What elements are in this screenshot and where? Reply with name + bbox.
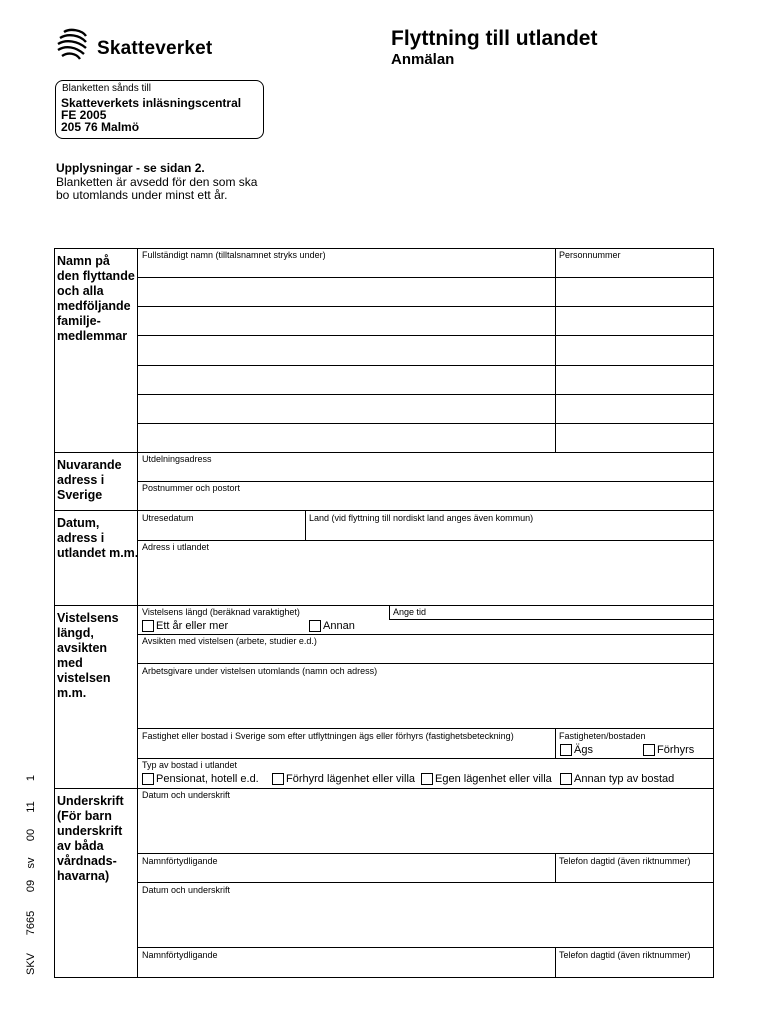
grid-line — [137, 634, 714, 635]
section-title-line: medlemmar — [57, 329, 128, 343]
country-field[interactable] — [306, 524, 712, 539]
option-owned-checkbox[interactable] — [560, 744, 572, 756]
personnummer-field-7[interactable] — [556, 424, 712, 451]
housing-option-hotel-label: Pensionat, hotell e.d. — [156, 773, 259, 785]
specify-time-field[interactable] — [390, 620, 712, 633]
section-title-line: Namn på — [57, 254, 110, 268]
postcode-label: Postnummer och postort — [142, 483, 241, 493]
date-signature-label-1: Datum och underskrift — [142, 790, 231, 800]
section-title-names — [57, 254, 135, 344]
page-subtitle: Anmälan — [391, 51, 455, 68]
section-title-line: m.m. — [57, 686, 87, 700]
section-title-line: Datum, — [57, 516, 100, 530]
name-clarification-label-1: Namnförtydligande — [142, 856, 218, 866]
housing-option-rented-checkbox[interactable] — [272, 773, 284, 785]
send-to-line3: 205 76 Malmö — [61, 120, 140, 134]
personnummer-field-5[interactable] — [556, 366, 712, 393]
form-code-part: 09 — [25, 879, 37, 893]
property-status-label: Fastigheten/bostaden — [559, 731, 646, 741]
grid-line — [54, 510, 714, 511]
send-to-name: Skatteverkets inläsningscentral — [61, 96, 242, 110]
personnummer-field-3[interactable] — [556, 307, 712, 334]
foreign-address-label: Adress i utlandet — [142, 542, 210, 552]
section-title-line: Nuvarande — [57, 458, 122, 472]
departure-date-field[interactable] — [138, 524, 304, 539]
section-title-current-address — [57, 458, 122, 503]
section-title-stay — [57, 611, 119, 701]
grid-line — [54, 248, 55, 977]
page-title: Flyttning till utlandet — [391, 27, 598, 50]
country-label: Land (vid flyttning till nordiskt land anges även kommun) — [309, 513, 534, 523]
delivery-address-label: Utdelningsadress — [142, 454, 212, 464]
purpose-field[interactable] — [138, 647, 712, 662]
phone-field-1[interactable] — [556, 867, 712, 881]
grid-line — [713, 248, 714, 977]
section-title-date-abroad — [57, 516, 138, 561]
option-rented-label: Förhyrs — [657, 744, 695, 756]
form-code-part: sv — [25, 857, 37, 869]
skatteverket-logo-icon — [52, 28, 92, 62]
purpose-label: Avsikten med vistelsen (arbete, studier e.d.) — [142, 636, 317, 646]
personnummer-field-6[interactable] — [556, 395, 712, 422]
option-rented-checkbox[interactable] — [643, 744, 655, 756]
grid-line — [137, 758, 714, 759]
specify-time-label: Ange tid — [393, 607, 427, 617]
section-title-line: längd, — [57, 626, 94, 640]
housing-option-own-checkbox[interactable] — [421, 773, 433, 785]
phone-label-2: Telefon dagtid (även riktnummer) — [559, 950, 691, 960]
grid-line — [137, 540, 714, 541]
section-title-line: vistelsen — [57, 671, 111, 685]
full-name-label: Fullständigt namn (tilltalsnamnet stryks under) — [142, 250, 326, 260]
employer-label: Arbetsgivare under vistelsen utomlands (namn och adress) — [142, 666, 378, 676]
section-title-line: adress i — [57, 531, 105, 545]
section-title-line: utlandet m.m. — [57, 546, 139, 560]
section-title-line: adress i — [57, 473, 105, 487]
departure-date-label: Utresedatum — [142, 513, 194, 523]
section-title-line: med — [57, 656, 83, 670]
option-owned-label: Ägs — [574, 744, 593, 756]
section-title-line: Underskrift — [57, 794, 124, 808]
full-name-field-5[interactable] — [138, 366, 554, 393]
property-field[interactable] — [138, 742, 554, 757]
full-name-field-2[interactable] — [138, 278, 554, 305]
section-title-line: underskrift — [57, 824, 123, 838]
section-title-line: Sverige — [57, 488, 103, 502]
housing-type-label: Typ av bostad i utlandet — [142, 760, 238, 770]
grid-line — [389, 605, 390, 619]
grid-line — [54, 248, 714, 249]
section-title-line: avsikten — [57, 641, 108, 655]
name-clarification-label-2: Namnförtydligande — [142, 950, 218, 960]
personnummer-label: Personnummer — [559, 250, 621, 260]
postcode-field[interactable] — [138, 494, 712, 509]
grid-line — [137, 481, 714, 482]
form-code-part: 1 — [25, 774, 37, 782]
info-line-1: Blanketten är avsedd för den som ska — [56, 175, 258, 189]
grid-line — [137, 663, 714, 664]
grid-line — [54, 452, 714, 453]
grid-line — [54, 977, 714, 978]
section-title-line: (För barn — [57, 809, 112, 823]
stay-length-label: Vistelsens längd (beräknad varaktighet) — [142, 607, 300, 617]
section-title-line: medföljande — [57, 299, 131, 313]
housing-option-other-label: Annan typ av bostad — [574, 773, 675, 785]
grid-line — [54, 788, 714, 789]
date-signature-field-1[interactable] — [138, 801, 712, 852]
full-name-field-4[interactable] — [138, 336, 554, 364]
grid-line — [137, 882, 714, 883]
section-title-signature — [57, 794, 124, 884]
housing-option-other-checkbox[interactable] — [560, 773, 572, 785]
property-label: Fastighet eller bostad i Sverige som efter utflyttningen ägs eller förhyrs (fastighetsbeteckning) — [142, 731, 514, 741]
housing-option-hotel-checkbox[interactable] — [142, 773, 154, 785]
section-title-line: av båda — [57, 839, 104, 853]
phone-label-1: Telefon dagtid (även riktnummer) — [559, 856, 691, 866]
full-name-field-6[interactable] — [138, 395, 554, 422]
send-to-line2: FE 2005 — [61, 108, 107, 122]
delivery-address-field[interactable] — [138, 465, 712, 480]
grid-line — [137, 728, 714, 729]
send-to-label: Blanketten sånds till — [62, 83, 151, 94]
option-other-label: Annan — [323, 620, 355, 632]
foreign-address-field[interactable] — [138, 553, 712, 604]
name-clarification-field-2[interactable] — [138, 961, 554, 976]
section-title-line: Vistelsens — [57, 611, 119, 625]
name-clarification-field-1[interactable] — [138, 867, 554, 881]
phone-field-2[interactable] — [556, 961, 712, 976]
info-line-2: bo utomlands under minst ett år. — [56, 188, 228, 202]
grid-line — [54, 605, 714, 606]
grid-line — [137, 947, 714, 948]
section-title-line: och alla — [57, 284, 104, 298]
section-title-line: familje- — [57, 314, 101, 328]
info-heading: Upplysningar - se sidan 2. — [56, 161, 205, 175]
personnummer-field-4[interactable] — [556, 336, 712, 364]
form-code-part: 11 — [25, 801, 37, 813]
employer-field[interactable] — [138, 677, 712, 727]
option-year-label: Ett år eller mer — [156, 620, 229, 632]
full-name-field-7[interactable] — [138, 424, 554, 451]
option-year-checkbox[interactable] — [142, 620, 154, 632]
housing-option-rented-label: Förhyrd lägenhet eller villa — [286, 773, 416, 785]
personnummer-field-1[interactable] — [556, 262, 712, 276]
personnummer-field-2[interactable] — [556, 278, 712, 305]
logo-text: Skatteverket — [97, 38, 213, 59]
full-name-field-3[interactable] — [138, 307, 554, 334]
full-name-field-1[interactable] — [138, 262, 554, 276]
housing-option-own-label: Egen lägenhet eller villa — [435, 773, 552, 785]
form-code-part: SKV — [25, 953, 37, 976]
form-code-part: 7665 — [25, 910, 37, 936]
date-signature-label-2: Datum och underskrift — [142, 885, 231, 895]
date-signature-field-2[interactable] — [138, 896, 712, 946]
grid-line — [555, 728, 556, 758]
grid-line — [137, 853, 714, 854]
section-title-line: den flyttande — [57, 269, 135, 283]
option-other-checkbox[interactable] — [309, 620, 321, 632]
form-code-part: 00 — [25, 828, 37, 842]
section-title-line: vårdnads- — [57, 854, 117, 868]
section-title-line: havarna) — [57, 869, 110, 883]
